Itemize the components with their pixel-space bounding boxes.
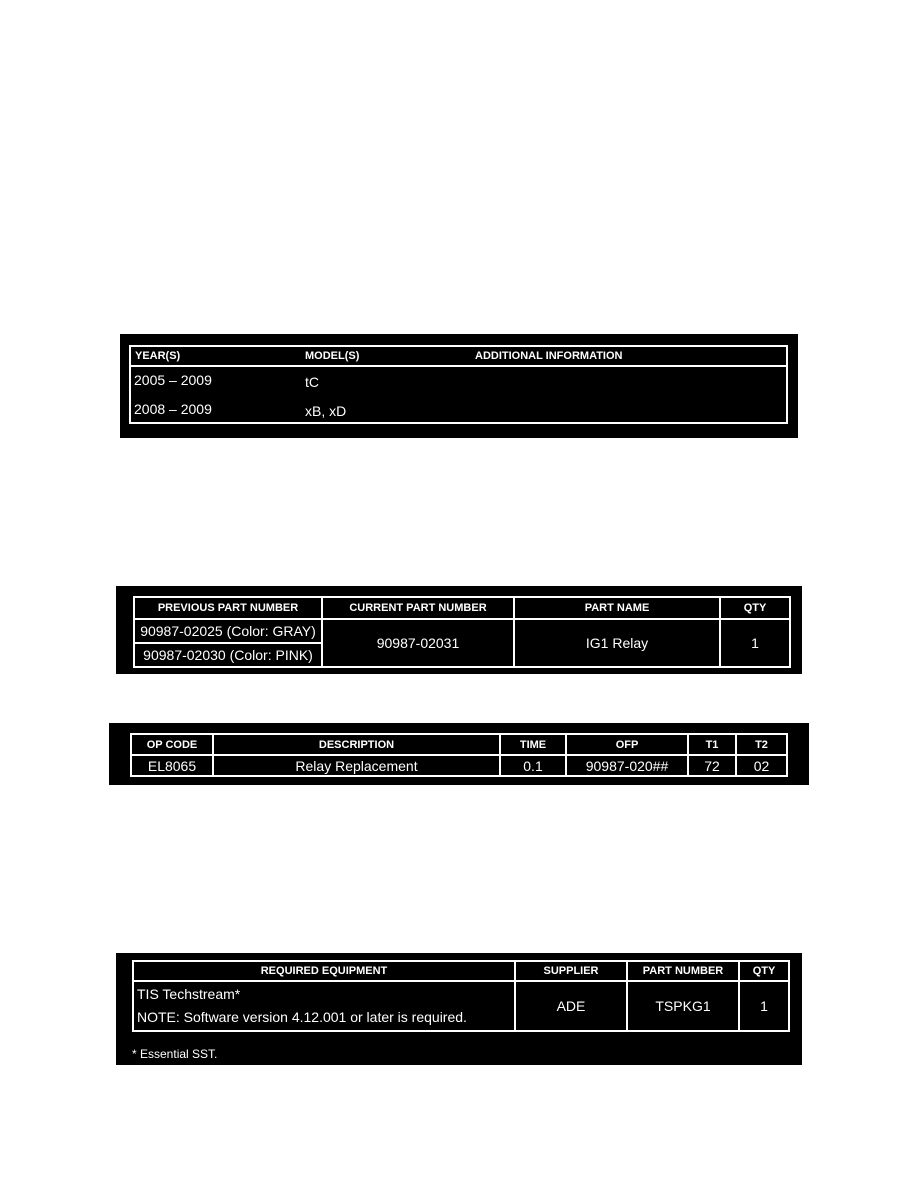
header-divider (131, 365, 786, 367)
header-t2: T2 (736, 734, 787, 755)
row1-models: tC (305, 374, 319, 390)
previous-part-pink: 90987-02030 (Color: PINK) (134, 643, 322, 667)
previous-part-gray: 90987-02025 (Color: GRAY) (134, 619, 322, 643)
t2: 02 (736, 755, 787, 776)
applicability-table (120, 334, 798, 438)
parts-table-panel (116, 586, 802, 674)
header-additional-info: ADDITIONAL INFORMATION (475, 350, 623, 362)
header-qty: QTY (720, 597, 790, 619)
header-required-equipment: REQUIRED EQUIPMENT (133, 961, 515, 981)
current-part-number: 90987-02031 (322, 619, 514, 667)
supplier: ADE (515, 981, 627, 1031)
header-supplier: SUPPLIER (515, 961, 627, 981)
header-time: TIME (500, 734, 566, 755)
op-code: EL8065 (131, 755, 213, 776)
header-part-name: PART NAME (514, 597, 720, 619)
row1-years: 2005 – 2009 (134, 372, 212, 388)
labor-table (130, 733, 788, 777)
header-op-code: OP CODE (131, 734, 213, 755)
t1: 72 (688, 755, 736, 776)
equipment-table-panel (116, 953, 802, 1065)
time: 0.1 (500, 755, 566, 776)
ofp: 90987-020## (566, 755, 688, 776)
header-previous-part: PREVIOUS PART NUMBER (134, 597, 322, 619)
equipment-cell (133, 981, 515, 1031)
part-name: IG1 Relay (514, 619, 720, 667)
header-years: YEAR(S) (135, 350, 181, 362)
equipment-table (132, 960, 790, 1032)
header-t1: T1 (688, 734, 736, 755)
footnote: * Essential SST. (132, 1047, 218, 1061)
equipment-name: TIS Techstream* (137, 986, 241, 1002)
header-ofp: OFP (566, 734, 688, 755)
header-description: DESCRIPTION (213, 734, 500, 755)
header-equipment-qty: QTY (739, 961, 789, 981)
equipment-note: NOTE: Software version 4.12.001 or later is required. (137, 1009, 467, 1025)
description: Relay Replacement (213, 755, 500, 776)
row2-years: 2008 – 2009 (134, 401, 212, 417)
row2-models: xB, xD (305, 403, 347, 419)
labor-table-panel (109, 723, 809, 785)
parts-table (133, 596, 791, 668)
part-qty: 1 (720, 619, 790, 667)
applicability-frame (129, 345, 788, 424)
equipment-qty: 1 (739, 981, 789, 1031)
header-models: MODEL(S) (305, 350, 360, 362)
part-number: TSPKG1 (627, 981, 739, 1031)
header-part-number: PART NUMBER (627, 961, 739, 981)
header-current-part: CURRENT PART NUMBER (322, 597, 514, 619)
